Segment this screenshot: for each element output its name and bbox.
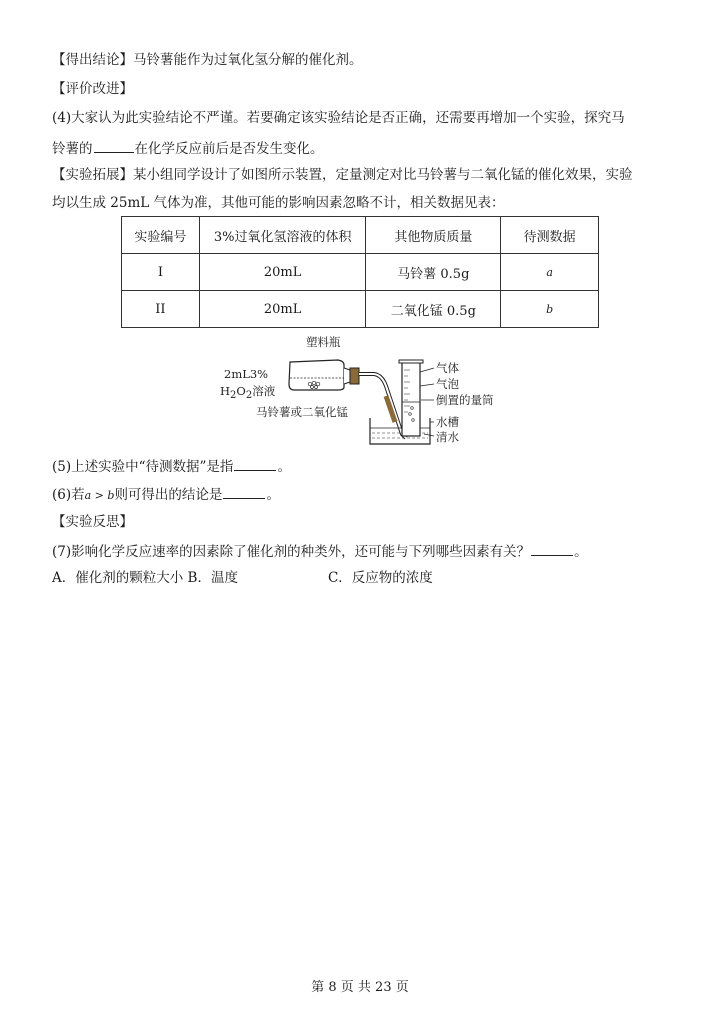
bottle-label: 塑料瓶 — [306, 335, 341, 349]
question-6-text-a: (6)若 — [52, 487, 85, 503]
table-row — [122, 254, 599, 291]
page-footer: 第 8 页 共 23 页 — [311, 980, 409, 995]
question-6-condition: a > b — [84, 489, 115, 502]
table-cell: II — [122, 291, 200, 328]
question-4-line-1: (4)大家认为此实验结论不严谨。若要确定该实验结论是否正确，还需要再增加一个实验，探究马 — [52, 110, 625, 126]
question-4-line-2 — [52, 138, 324, 158]
options-line — [52, 569, 433, 587]
stopper — [350, 368, 359, 384]
measuring-cylinder — [399, 360, 423, 436]
extension-line-2: 均以生成 25mL 气体为准，其他可能的影响因素忽略不计，相关数据见表： — [52, 195, 505, 211]
water-label: 清水 — [436, 430, 459, 444]
option-a-b: A．催化剂的颗粒大小 B．温度 — [52, 570, 238, 586]
question-5-end: 。 — [277, 459, 291, 475]
table-header-row — [122, 217, 599, 254]
question-4-text-b: 在化学反应前后是否发生变化。 — [134, 141, 324, 157]
catalyst-label: 马铃薯或二氧化锰 — [256, 405, 348, 419]
extension-line-1: 【实验拓展】某小组同学设计了如图所示装置，定量测定对比马铃薯与二氧化锰的催化效果，实验 — [52, 167, 633, 183]
table-row — [122, 291, 599, 328]
bubble-label: 气泡 — [436, 377, 459, 391]
question-7 — [52, 541, 588, 561]
question-6 — [52, 484, 280, 505]
table-cell: I — [122, 254, 200, 291]
question-4-text-a: 铃薯的 — [52, 141, 93, 157]
table-cell: 20mL — [199, 254, 366, 291]
table-cell: b — [501, 291, 599, 328]
plastic-bottle — [289, 360, 350, 390]
cylinder-label: 倒置的量筒 — [436, 393, 494, 407]
data-table — [121, 216, 599, 328]
table-header: 3%过氧化氢溶液的体积 — [199, 217, 366, 254]
table-header: 待测数据 — [501, 217, 599, 254]
table-cell: 马铃薯 0.5g — [366, 254, 501, 291]
answer-blank-7[interactable] — [531, 541, 573, 556]
table-cell: 20mL — [199, 291, 366, 328]
solution-label-line-2: H2O2溶液 — [220, 384, 276, 401]
table-header: 实验编号 — [122, 217, 200, 254]
reflection-heading: 【实验反思】 — [52, 514, 133, 530]
answer-blank-5[interactable] — [234, 456, 276, 471]
question-5 — [52, 456, 291, 476]
option-c: C．反应物的浓度 — [327, 570, 433, 586]
evaluation-heading: 【评价改进】 — [52, 81, 133, 97]
conclusion-text: 【得出结论】马铃薯能作为过氧化氢分解的催化剂。 — [52, 52, 363, 68]
question-6-end: 。 — [266, 487, 280, 503]
answer-blank-4[interactable] — [94, 138, 134, 153]
answer-blank-6[interactable] — [223, 484, 265, 499]
table-cell: a — [501, 254, 599, 291]
question-7-text: (7)影响化学反应速率的因素除了催化剂的种类外，还可能与下列哪些因素有关？ — [52, 544, 531, 560]
solution-label-line-1: 2mL3% — [224, 367, 269, 381]
table-cell: 二氧化锰 0.5g — [366, 291, 501, 328]
apparatus-diagram — [210, 334, 510, 452]
table-header: 其他物质质量 — [366, 217, 501, 254]
question-5-text: (5)上述实验中“待测数据”是指 — [52, 459, 234, 475]
question-7-end: 。 — [574, 544, 588, 560]
trough-label: 水槽 — [436, 415, 459, 429]
gas-label: 气体 — [436, 361, 459, 375]
question-6-text-b: 则可得出的结论是 — [114, 487, 223, 503]
